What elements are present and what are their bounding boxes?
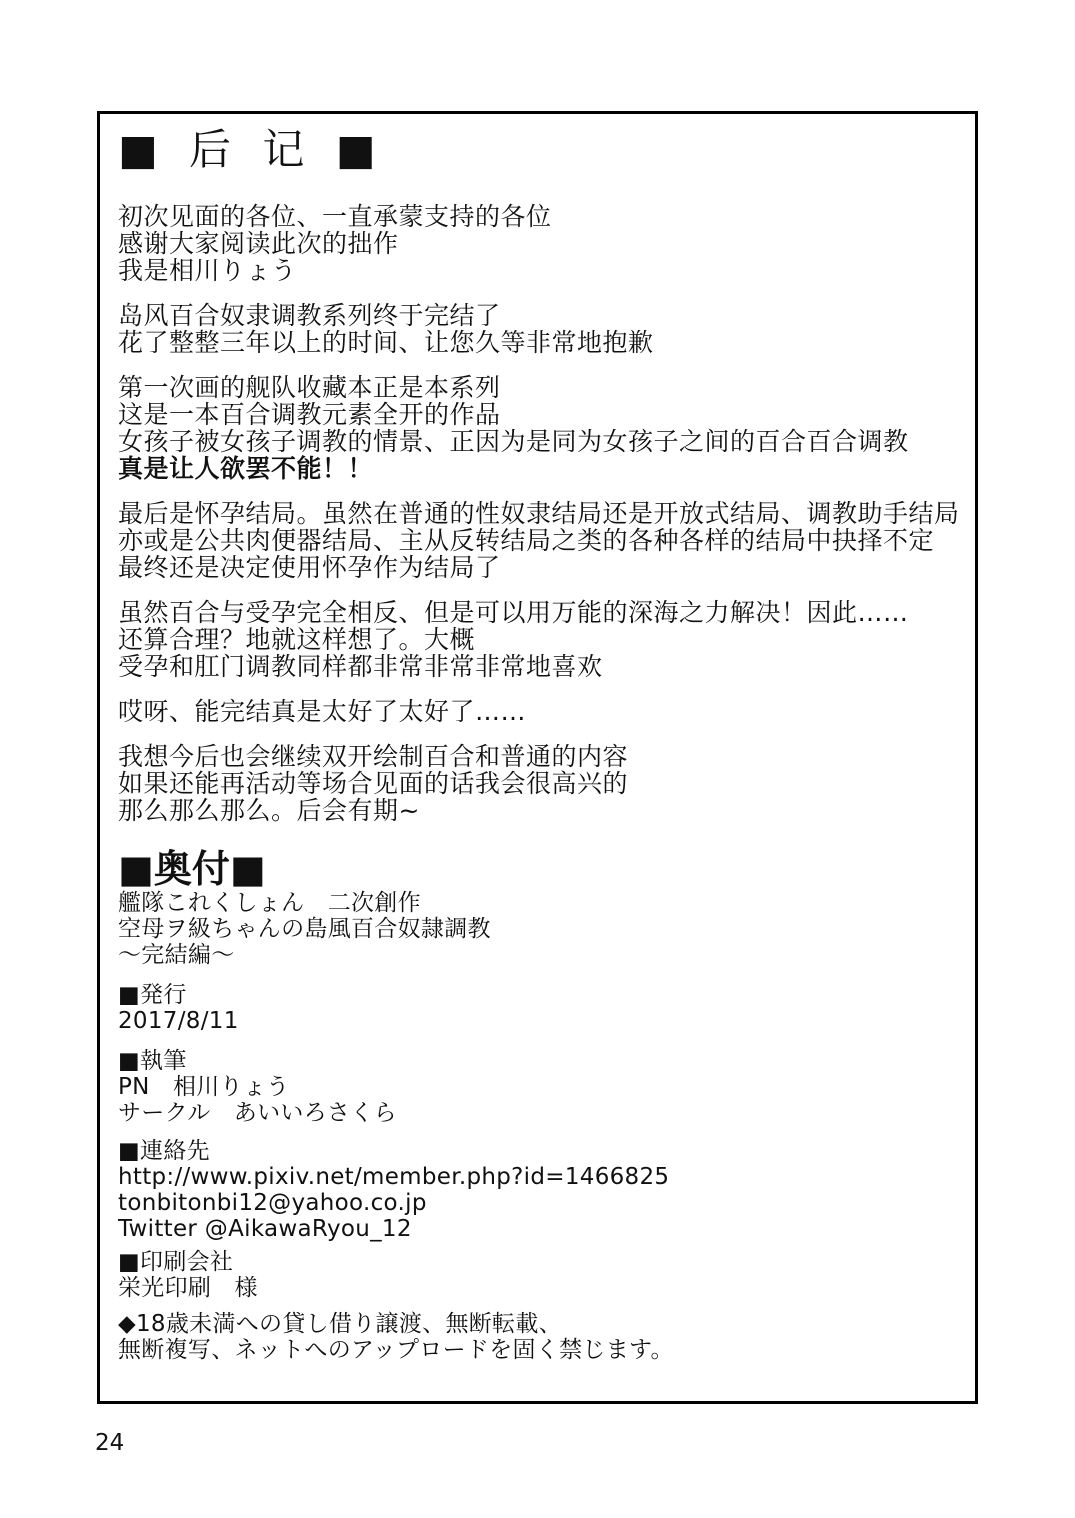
afterword-paragraph-3 [118, 374, 957, 482]
text-line: 最终还是决定使用怀孕作为结局了 [118, 553, 501, 582]
afterword-heading: ■ 后 记 ■ [118, 125, 385, 174]
page-number: 24 [95, 1430, 125, 1456]
afterword-paragraph-2 [118, 302, 957, 356]
publish-block [118, 982, 957, 1034]
text-line: 花了整整三年以上的时间、让您久等非常地抱歉 [118, 328, 654, 357]
disclaimer-block [118, 1311, 957, 1363]
contact-twitter: Twitter @AikawaRyou_12 [118, 1216, 412, 1242]
text-line: 还算合理？地就这样想了。大概 [118, 625, 476, 654]
colophon-section [118, 848, 957, 1363]
content-frame [97, 111, 978, 1404]
work-title-line: 空母ヲ級ちゃんの島風百合奴隷調教 [118, 916, 491, 942]
text-line: 岛风百合奴隶调教系列终于完结了 [118, 301, 501, 330]
text-line: 女孩子被女孩子调教的情景、正因为是同为女孩子之间的百合百合调教 [118, 427, 909, 456]
contact-block [118, 1138, 957, 1242]
work-title-line: ～完結編～ [118, 942, 235, 968]
text-line: 初次见面的各位、一直承蒙支持的各位 [118, 202, 552, 231]
colophon-heading: ■奥付■ [118, 847, 266, 891]
work-title-block [118, 890, 957, 968]
text-line: 亦或是公共肉便器结局、主从反转结局之类的各种各样的结局中抉择不定 [118, 526, 935, 555]
text-line: 我想今后也会继续双开绘制百合和普通的内容 [118, 742, 629, 771]
contact-label: ■連絡先 [118, 1138, 210, 1164]
text-line: 如果还能再活动等场合见面的话我会很高兴的 [118, 769, 629, 798]
author-label: ■執筆 [118, 1048, 187, 1074]
text-line: 哎呀、能完结真是太好了太好了…… [118, 697, 527, 726]
afterword-paragraph-6 [118, 698, 957, 725]
afterword-section [118, 125, 960, 825]
text-line: 第一次画的舰队收藏本正是本系列 [118, 373, 501, 402]
publish-label: ■発行 [118, 982, 187, 1008]
text-line: 这是一本百合调教元素全开的作品 [118, 400, 501, 429]
work-title-line: 艦隊これくしょん 二次創作 [118, 890, 421, 916]
disclaimer-line: ◆18歳未満への貸し借り譲渡、無断転載、 [118, 1311, 562, 1337]
author-block [118, 1048, 957, 1126]
printer-block [118, 1249, 957, 1301]
text-line: 感谢大家阅读此次的拙作 [118, 229, 399, 258]
disclaimer-line: 無断複写、ネットへのアップロードを固く禁じます。 [118, 1337, 674, 1363]
contact-email: tonbitonbi12@yahoo.co.jp [118, 1190, 427, 1216]
pen-name-line: PN 相川りょう [118, 1074, 290, 1100]
text-line: 最后是怀孕结局。虽然在普通的性奴隶结局还是开放式结局、调教助手结局 [118, 499, 960, 528]
contact-url: http://www.pixiv.net/member.php?id=1466825 [118, 1164, 670, 1190]
afterword-paragraph-5 [118, 599, 957, 680]
printer-label: ■印刷会社 [118, 1249, 234, 1275]
afterword-paragraph-7 [118, 743, 957, 824]
circle-line: サークル あいいろさくら [118, 1100, 397, 1126]
text-line: 那么那么那么。后会有期~ [118, 796, 420, 825]
text-line: 我是相川りょう [118, 256, 297, 285]
printer-name: 栄光印刷 様 [118, 1275, 258, 1301]
text-line: 受孕和肛门调教同样都非常非常非常地喜欢 [118, 652, 603, 681]
publish-date: 2017/8/11 [118, 1008, 239, 1034]
emphasis-line: 真是让人欲罢不能！！ [118, 454, 374, 483]
afterword-paragraph-4 [118, 499, 960, 582]
afterword-paragraph-1 [118, 203, 957, 284]
text-line: 虽然百合与受孕完全相反、但是可以用万能的深海之力解决！因此…… [118, 598, 909, 627]
